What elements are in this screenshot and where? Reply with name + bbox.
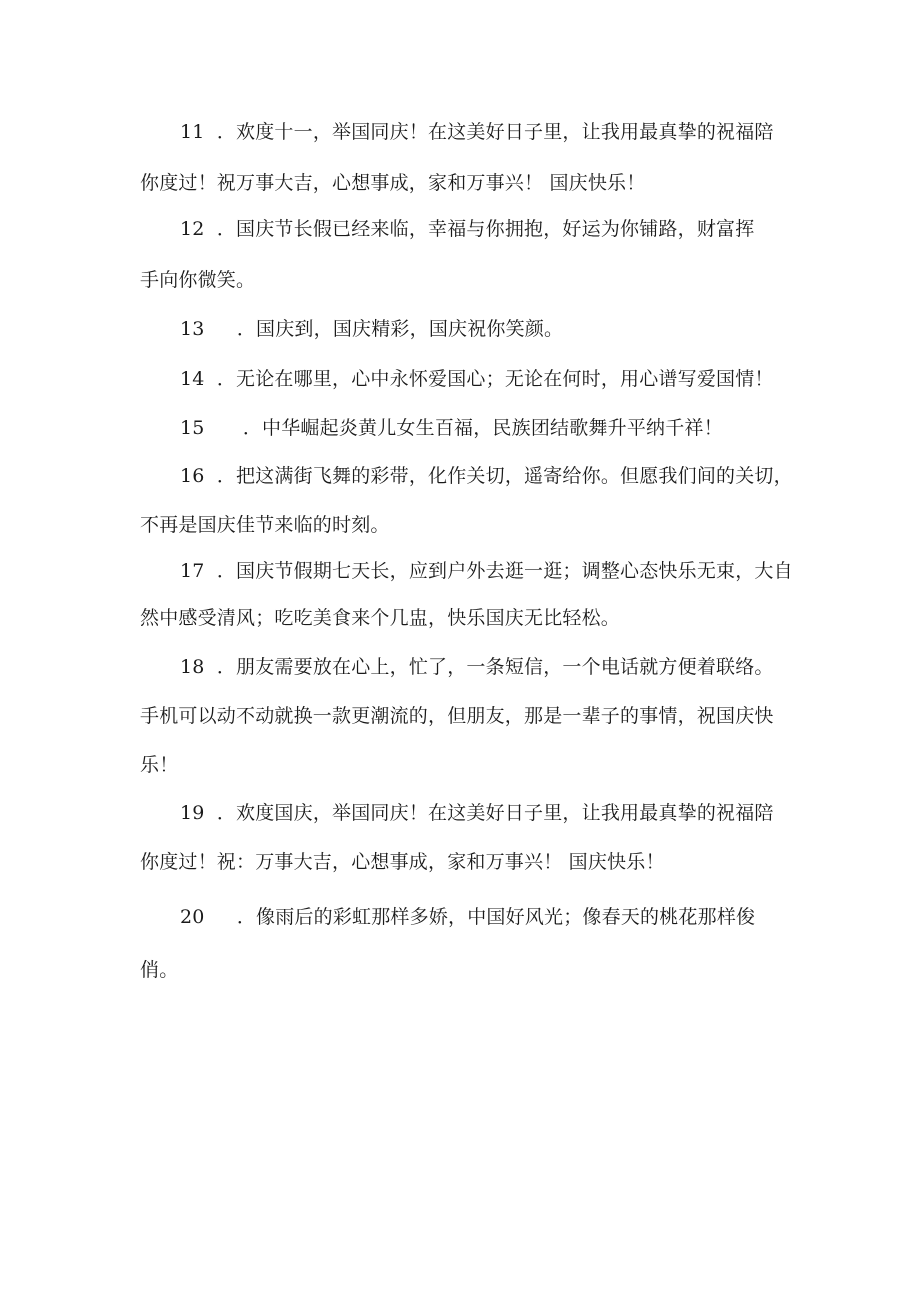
item-14-line-1 xyxy=(180,367,774,391)
item-19-number: 19 xyxy=(180,802,205,824)
item-18-text: ．朋友需要放在心上，忙了，一条短信，一个电话就方便着联络。 xyxy=(216,656,774,678)
item-12-number: 12 xyxy=(180,218,205,240)
item-17-number: 17 xyxy=(180,560,205,582)
item-20-text: ．像雨后的彩虹那样多娇，中国好风光；像春天的桃花那样俊 xyxy=(236,906,756,928)
item-20-line-2: 俏。 xyxy=(140,959,179,981)
item-15-text: ．中华崛起炎黄儿女生百福，民族团结歌舞升平纳千祥！ xyxy=(242,417,723,439)
item-16-line-2: 不再是国庆佳节来临的时刻。 xyxy=(140,514,390,536)
item-19-line-1 xyxy=(180,801,774,825)
item-11-line-2: 你度过！祝万事大吉，心想事成，家和万事兴！ 国庆快乐！ xyxy=(140,172,646,194)
item-13-line-1 xyxy=(180,317,563,341)
item-11-line-1 xyxy=(180,120,774,144)
item-12-text: ．国庆节长假已经来临，幸福与你拥抱，好运为你铺路，财富挥 xyxy=(216,218,755,240)
item-17-line-2: 然中感受清风；吃吃美食来个几盅，快乐国庆无比轻松。 xyxy=(140,607,621,629)
item-17-line-1 xyxy=(180,559,793,583)
item-18-line-3: 乐！ xyxy=(140,754,179,776)
item-15-number: 15 xyxy=(180,417,205,439)
item-16-text: ．把这满街飞舞的彩带，化作关切，遥寄给你。但愿我们间的关切， xyxy=(216,465,793,487)
item-11-number: 11 xyxy=(180,121,205,143)
item-20-number: 20 xyxy=(180,906,205,928)
item-16-line-1 xyxy=(180,464,793,488)
item-18-line-2: 手机可以动不动就换一款更潮流的，但朋友，那是一辈子的事情，祝国庆快 xyxy=(140,705,774,727)
item-11-text: ．欢度十一，举国同庆！在这美好日子里，让我用最真挚的祝福陪 xyxy=(216,121,774,143)
item-18-number: 18 xyxy=(180,656,205,678)
item-16-number: 16 xyxy=(180,465,205,487)
item-18-line-1 xyxy=(180,655,774,679)
item-17-text: ．国庆节假期七天长，应到户外去逛一逛；调整心态快乐无束，大自 xyxy=(216,560,793,582)
item-12-line-2: 手向你微笑。 xyxy=(140,269,256,291)
item-14-number: 14 xyxy=(180,368,205,390)
item-14-text: ．无论在哪里，心中永怀爱国心；无论在何时，用心谱写爱国情！ xyxy=(216,368,774,390)
item-20-line-1 xyxy=(180,905,755,929)
item-19-text: ．欢度国庆，举国同庆！在这美好日子里，让我用最真挚的祝福陪 xyxy=(216,802,774,824)
item-19-line-2: 你度过！祝：万事大吉，心想事成，家和万事兴！ 国庆快乐！ xyxy=(140,851,665,873)
item-12-line-1 xyxy=(180,217,754,241)
item-13-text: ．国庆到，国庆精彩，国庆祝你笑颜。 xyxy=(236,318,564,340)
item-15-line-1 xyxy=(180,416,723,440)
item-13-number: 13 xyxy=(180,318,205,340)
